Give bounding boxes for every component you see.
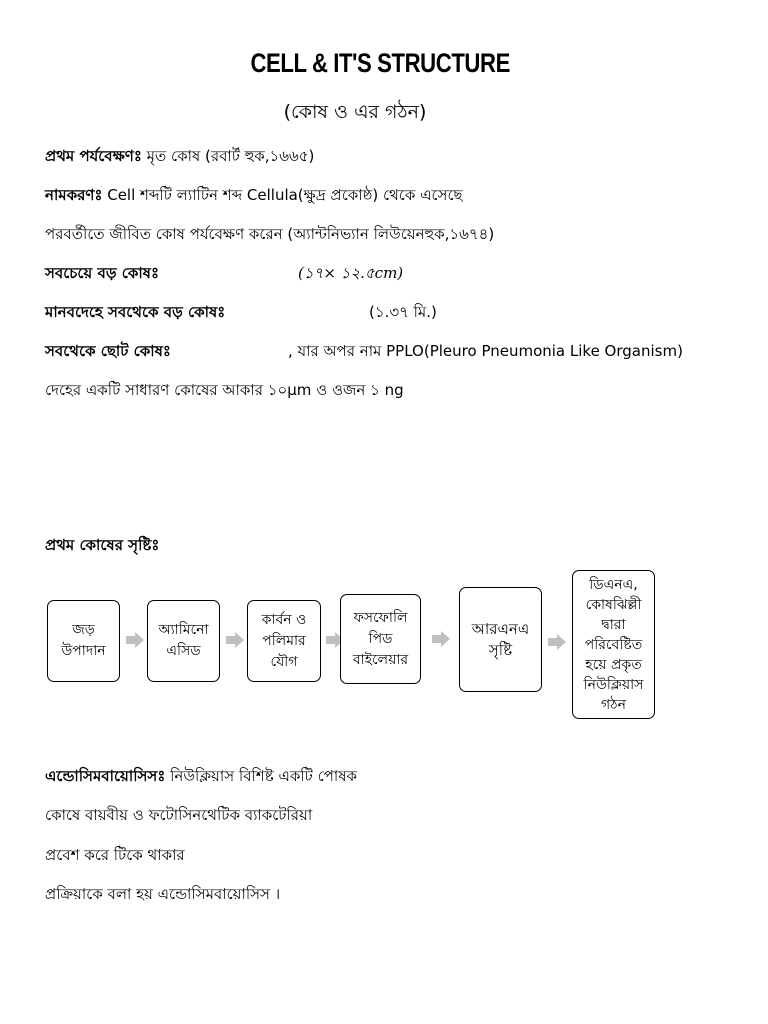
fact-label: মানবদেহে সবথেকে বড় কোষঃ	[45, 303, 226, 321]
fact-label: সবচেয়ে বড় কোষঃ	[45, 264, 159, 282]
page-title: CELL & IT'S STRUCTURE	[250, 48, 510, 78]
fact-text: পরবর্তীতে জীবিত কোষ পর্যবেক্ষণ করেন (অ্যান্টনিভ্যান লিউয়েনহুক,১৬৭৪)	[45, 225, 495, 243]
fact-largest-human-cell-value: (১.৩৭ মি.)	[369, 303, 437, 321]
flow-step-inorganic-matter: জড় উপাদান	[47, 600, 120, 682]
arrow-shape	[126, 632, 144, 648]
arrow-right-icon	[432, 631, 450, 647]
fact-naming	[45, 185, 463, 205]
endosymbiosis-line-4: প্রক্রিয়াকে বলা হয় এন্ডোসিমবায়োসিস ।	[45, 885, 281, 903]
fact-typical-cell	[45, 380, 404, 400]
arrow-shape	[548, 634, 566, 650]
fact-largest-human-cell	[45, 302, 225, 322]
arrow-right-icon	[226, 632, 244, 648]
fact-text: মৃত কোষ (রবার্ট হুক,১৬৬৫)	[141, 147, 315, 165]
page-subtitle: (কোষ ও এর গঠন)	[283, 101, 427, 123]
flow-step-amino-acid: অ্যামিনো এসিড	[147, 600, 220, 682]
fact-largest-cell-value: (১৭× ১২.৫cm)	[298, 264, 404, 282]
fact-first-observation	[45, 146, 314, 166]
fact-label: প্রথম পর্যবেক্ষণঃ	[45, 147, 142, 165]
fact-label: সবথেকে ছোট কোষঃ	[45, 342, 171, 360]
arrow-right-icon	[126, 632, 144, 648]
fact-living-cell-observation	[45, 224, 494, 244]
arrow-shape	[226, 632, 244, 648]
endosymbiosis-label: এন্ডোসিমবায়োসিসঃ	[45, 767, 166, 785]
arrow-right-icon	[548, 634, 566, 650]
flow-step-carbon-polymer: কার্বন ও পলিমার যৌগ	[247, 600, 321, 682]
endosymbiosis-line-2: কোষে বায়বীয় ও ফটোসিনথেটিক ব্যাকটেরিয়া	[45, 806, 313, 824]
endosymbiosis-text: নিউক্লিয়াস বিশিষ্ট একটি পোষক	[165, 767, 357, 785]
arrow-shape	[432, 631, 450, 647]
flow-step-rna: আরএনএ সৃষ্টি	[459, 587, 542, 692]
origin-heading	[45, 535, 159, 555]
flow-step-dna-nucleus: ডিএনএ, কোষঝিল্লী দ্বারা পরিবেষ্টিত হয়ে প্রকৃত নিউক্লিয়াস গঠন	[572, 570, 655, 719]
fact-smallest-cell-value: , যার অপর নাম PPLO(Pleuro Pneumonia Like Organism)	[288, 342, 683, 360]
flow-step-phospholipid-bilayer: ফসফোলি পিড বাইলেয়ার	[340, 594, 421, 684]
fact-smallest-cell	[45, 341, 171, 361]
endosymbiosis-line-3: প্রবেশ করে টিকে থাকার	[45, 846, 185, 864]
fact-largest-cell	[45, 263, 159, 283]
origin-heading-label: প্রথম কোষের সৃষ্টিঃ	[45, 536, 160, 554]
endosymbiosis-line-1	[45, 766, 357, 786]
fact-text: দেহের একটি সাধারণ কোষের আকার ১০µm ও ওজন ১ ng	[45, 381, 404, 399]
fact-label: নামকরণঃ	[45, 186, 103, 204]
fact-text: Cell শব্দটি ল্যাটিন শব্দ Cellula(ক্ষুদ্র প্রকোষ্ঠ) থেকে এসেছে	[102, 186, 463, 204]
